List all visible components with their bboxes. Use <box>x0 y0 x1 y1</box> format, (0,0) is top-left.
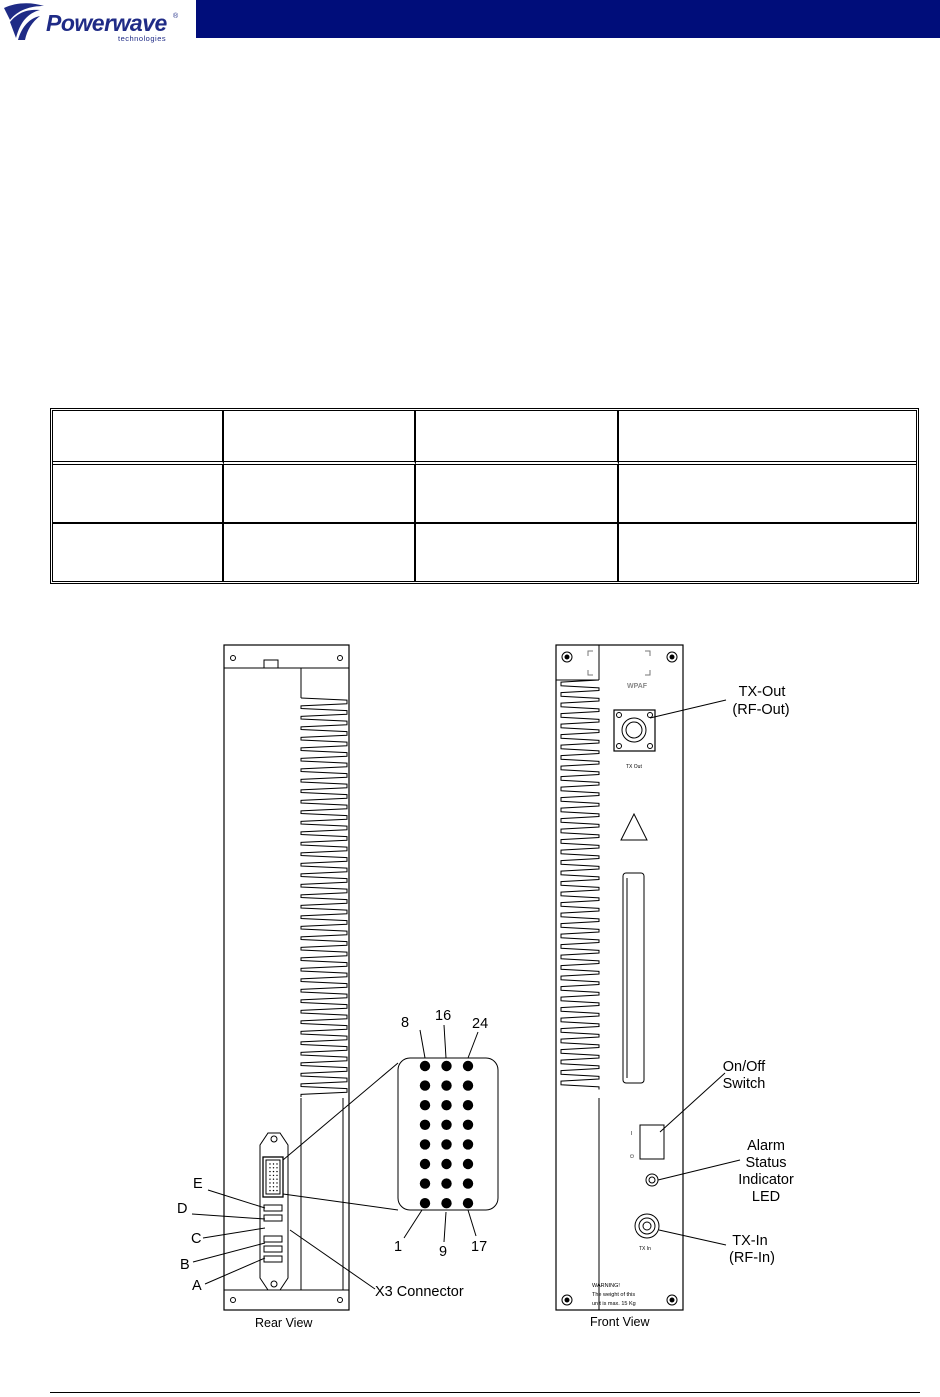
screw-icon <box>670 1298 675 1303</box>
port-e <box>264 1205 282 1211</box>
alarm-led-inner <box>649 1177 655 1183</box>
powerwave-logo <box>0 0 190 45</box>
spec-table <box>50 408 919 584</box>
screw-icon <box>338 656 343 661</box>
x3-pin <box>463 1061 473 1071</box>
label-d: D <box>177 1201 188 1217</box>
x3-pin <box>441 1120 451 1130</box>
x3-pin <box>441 1198 451 1208</box>
label-switch-2: Switch <box>722 1076 766 1092</box>
pin-callout-17 <box>468 1210 476 1236</box>
x3-pin-dot <box>273 1167 274 1168</box>
label-tx-in-rf: (RF-In) <box>729 1250 775 1266</box>
front-view <box>556 645 794 1329</box>
tx-out-connector <box>614 710 655 751</box>
x3-pin-dot <box>273 1163 274 1164</box>
callout-tx-out <box>650 700 726 718</box>
label-pin-9: 9 <box>439 1244 448 1260</box>
logo-trademark: ® <box>173 13 179 20</box>
zoom-line-bottom <box>283 1194 398 1210</box>
logo-subtitle: technologies <box>118 34 167 43</box>
screw-icon <box>617 744 622 749</box>
tx-out-small-label: TX Out <box>626 764 642 770</box>
label-area-corners <box>588 651 650 675</box>
x3-pin-dot <box>269 1163 270 1164</box>
screw-icon <box>231 656 236 661</box>
pin-callout-8 <box>420 1030 425 1058</box>
callout-e <box>208 1190 265 1208</box>
callout-tx-in <box>659 1230 726 1245</box>
table-cell <box>619 465 916 524</box>
label-c: C <box>191 1231 202 1247</box>
label-tx-out: TX-Out <box>738 684 786 700</box>
x3-pin <box>463 1139 473 1149</box>
x3-pin <box>463 1100 473 1110</box>
page-header <box>0 0 940 45</box>
table-cell <box>53 411 224 465</box>
heatsink-fins <box>561 680 599 1090</box>
x3-pin <box>441 1139 451 1149</box>
table-cell <box>224 524 416 581</box>
x3-pin-dot <box>276 1182 277 1183</box>
callout-alarm <box>658 1160 740 1180</box>
table-cell <box>53 465 224 524</box>
screw-icon <box>271 1136 277 1142</box>
label-alarm: Alarm <box>747 1138 785 1154</box>
x3-pin <box>463 1159 473 1169</box>
pin-callout-16 <box>444 1025 446 1058</box>
x3-pinout-pins <box>420 1061 473 1209</box>
x3-pin-dot <box>276 1167 277 1168</box>
warning-line: unit is max. 15 Kg <box>592 1301 636 1307</box>
x3-pin-dot <box>276 1190 277 1191</box>
x3-pin-dot <box>269 1175 270 1176</box>
x3-pin <box>420 1139 430 1149</box>
x3-pin-dot <box>276 1171 277 1172</box>
rear-view <box>177 645 498 1330</box>
x3-pin-dot <box>269 1190 270 1191</box>
screw-icon <box>338 1298 343 1303</box>
x3-pin-dot <box>273 1190 274 1191</box>
label-x3-connector: X3 Connector <box>375 1284 464 1300</box>
power-icon: ⏻ <box>630 1154 634 1160</box>
screw-icon <box>648 744 653 749</box>
table-cell <box>224 465 416 524</box>
unit-drawing <box>0 600 940 1360</box>
table-row <box>53 524 916 581</box>
x3-connector-inner <box>266 1160 280 1194</box>
pin-callout-1 <box>404 1210 422 1238</box>
warning-title: WARNING! <box>592 1283 620 1289</box>
x3-pin-dot <box>269 1167 270 1168</box>
pin-callout-24 <box>468 1032 478 1058</box>
table-cell <box>619 411 916 465</box>
label-a: A <box>192 1278 202 1294</box>
wave-logo-icon <box>0 0 46 45</box>
table-row <box>53 465 916 524</box>
rear-tab <box>264 660 278 668</box>
callout-switch <box>660 1073 725 1132</box>
x3-pin <box>420 1100 430 1110</box>
screw-icon <box>648 713 653 718</box>
x3-pin <box>441 1178 451 1188</box>
screw-icon <box>271 1281 277 1287</box>
x3-pin-dots <box>269 1163 277 1191</box>
x3-pin <box>420 1061 430 1071</box>
x3-pin <box>441 1080 451 1090</box>
callout-d <box>192 1214 265 1219</box>
x3-pin <box>420 1159 430 1169</box>
label-e: E <box>193 1176 203 1192</box>
table-cell <box>416 411 619 465</box>
logo-wordmark: Powerwave <box>46 10 167 36</box>
model-text: WPAF <box>627 683 648 690</box>
callout-a <box>205 1258 265 1284</box>
x3-pin-dot <box>269 1182 270 1183</box>
heatsink-fins <box>301 698 347 1097</box>
front-view-caption: Front View <box>590 1315 650 1329</box>
screw-icon <box>670 655 675 660</box>
x3-pin <box>463 1080 473 1090</box>
x3-pin <box>463 1198 473 1208</box>
x3-pin <box>420 1198 430 1208</box>
tx-in-connector-ring <box>639 1218 655 1234</box>
warning-triangle-icon <box>621 814 647 840</box>
x3-pin-dot <box>273 1179 274 1180</box>
heatsink-fin-profile <box>561 680 599 1090</box>
x3-pin-dot <box>276 1186 277 1187</box>
label-pin-24: 24 <box>472 1016 489 1032</box>
table-cell <box>416 465 619 524</box>
callout-b <box>193 1243 265 1262</box>
table-cell <box>619 524 916 581</box>
x3-pin-dot <box>273 1175 274 1176</box>
x3-pin-dot <box>269 1179 270 1180</box>
warning-line: The weight of this <box>592 1292 636 1298</box>
port-b <box>264 1246 282 1252</box>
x3-pin-dot <box>273 1186 274 1187</box>
x3-pin-dot <box>273 1182 274 1183</box>
x3-pin <box>420 1178 430 1188</box>
label-pin-16: 16 <box>435 1008 452 1024</box>
label-b: B <box>180 1257 190 1273</box>
x3-pin-dot <box>276 1163 277 1164</box>
tx-out-connector-core <box>626 722 642 738</box>
x3-pin <box>420 1080 430 1090</box>
tx-in-connector-core <box>643 1222 651 1230</box>
screw-icon <box>231 1298 236 1303</box>
header-bar <box>196 0 940 38</box>
screw-icon <box>565 1298 570 1303</box>
pin-callout-9 <box>444 1212 446 1242</box>
screw-icon <box>617 713 622 718</box>
callout-x3 <box>290 1230 375 1289</box>
callout-c <box>203 1228 265 1238</box>
label-tx-out-rf: (RF-Out) <box>732 702 790 718</box>
label-alarm-3: Indicator <box>738 1172 794 1188</box>
x3-pin-dot <box>269 1171 270 1172</box>
label-switch: On/Off <box>722 1059 766 1075</box>
table-cell <box>224 411 416 465</box>
heatsink-fin-profile <box>301 698 347 1097</box>
tx-in-small-label: TX In <box>639 1246 651 1252</box>
port-c <box>264 1236 282 1242</box>
x3-pin <box>441 1100 451 1110</box>
label-pin-1: 1 <box>394 1239 403 1255</box>
table-cell <box>416 524 619 581</box>
x3-pin-dot <box>273 1171 274 1172</box>
rear-view-caption: Rear View <box>255 1316 313 1330</box>
label-pin-17: 17 <box>471 1239 488 1255</box>
footer-rule <box>50 1392 920 1393</box>
x3-pin-dot <box>276 1175 277 1176</box>
x3-pin <box>441 1061 451 1071</box>
x3-pin-dot <box>269 1186 270 1187</box>
label-alarm-4: LED <box>751 1189 781 1205</box>
switch-on-mark: I <box>631 1131 633 1137</box>
x3-pin-dot <box>276 1179 277 1180</box>
on-off-switch[interactable] <box>640 1125 664 1159</box>
x3-pin <box>420 1120 430 1130</box>
label-alarm-2: Status <box>745 1155 787 1171</box>
label-pin-8: 8 <box>401 1015 410 1031</box>
front-handle <box>623 873 644 1083</box>
x3-pin <box>463 1178 473 1188</box>
port-d <box>264 1215 282 1221</box>
screw-icon <box>565 655 570 660</box>
table-cell <box>53 524 224 581</box>
x3-pin <box>463 1120 473 1130</box>
label-tx-in: TX-In <box>732 1233 768 1249</box>
x3-pin <box>441 1159 451 1169</box>
alarm-led <box>646 1174 658 1186</box>
port-a <box>264 1256 282 1262</box>
table-header-row <box>53 411 916 465</box>
